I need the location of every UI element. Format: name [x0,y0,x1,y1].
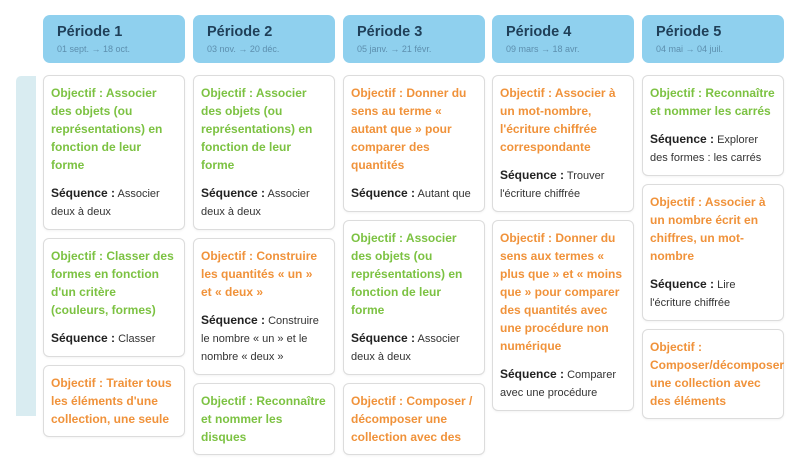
card-sequence [351,329,476,366]
sequence-text: Lire l'écriture chiffrée [650,279,736,309]
sequence-label: Séquence : [351,331,416,345]
lesson-card[interactable] [43,365,185,437]
sequence-text: Autant que [417,188,471,200]
objective-text: Donner du sens au terme « autant que » pour comparer des quantités [351,86,467,172]
objective-text: Composer/décomposer une collection avec des éléments [650,358,785,408]
card-objective [51,374,176,428]
lesson-card[interactable] [43,75,185,230]
objective-text: Traiter tous les éléments d'une collection, une seule [51,376,172,426]
sequence-text: Construire le nombre « un » et le nombre « deux » [201,315,319,363]
sequence-label: Séquence : [201,186,266,200]
card-objective [201,84,326,174]
sequence-text: Trouver l'écriture chiffrée [500,170,605,200]
period-title: Période 1 [57,24,123,40]
objective-label: Objectif : [51,86,104,100]
objective-label: Objectif : [500,86,553,100]
objective-text: Associer à un mot-nombre, l'écriture chiffrée correspondante [500,86,616,154]
lesson-card[interactable] [492,75,634,212]
lesson-card[interactable] [193,383,335,455]
sequence-text: Associer deux à deux [51,188,160,218]
objective-label: Objectif : [650,86,703,100]
card-objective [500,84,625,156]
objective-text: Construire les quantités « un » et « deux » [201,249,318,299]
objective-label: Objectif : [51,249,104,263]
period-column-5 [642,75,784,427]
objective-text: Associer des objets (ou représentations) en fonction de leur forme [51,86,163,172]
period-dates: 03 nov. → 20 déc. [207,44,280,54]
sequence-text: Comparer avec une procédure [500,369,616,399]
lesson-card[interactable] [43,238,185,357]
objective-label: Objectif : [51,376,104,390]
period-title: Période 5 [656,24,722,40]
sequence-label: Séquence : [650,132,715,146]
card-sequence [650,130,775,167]
lesson-card[interactable] [492,220,634,411]
card-objective [650,193,775,265]
lesson-card[interactable] [343,220,485,375]
period-title: Période 2 [207,24,273,40]
objective-text: Donner du sens aux termes « plus que » et « moins que » pour comparer des quantités avec une procédure non numérique [500,231,623,353]
period-dates: 09 mars → 18 avr. [506,44,580,54]
objective-text: Associer des objets (ou représentations) en fonction de leur forme [351,231,463,317]
card-sequence [201,311,326,366]
sequence-text: Associer deux à deux [351,333,460,363]
card-sequence [351,184,476,203]
objective-text: Reconnaître et nommer les carrés [650,86,775,118]
sequence-label: Séquence : [500,168,565,182]
sequence-text: Classer [118,333,156,345]
period-dates: 01 sept. → 18 oct. [57,44,131,54]
card-sequence [500,166,625,203]
lesson-card[interactable] [343,383,485,455]
period-column-4 [492,75,634,419]
objective-label: Objectif : [351,394,404,408]
card-objective [201,392,326,446]
sequence-label: Séquence : [51,331,116,345]
sequence-label: Séquence : [201,313,266,327]
lesson-card[interactable] [193,238,335,375]
lesson-card[interactable] [642,329,784,419]
sequence-label: Séquence : [650,277,715,291]
card-objective [201,247,326,301]
period-column-1 [43,75,185,445]
card-objective [51,247,176,319]
card-sequence [500,365,625,402]
period-header-2[interactable] [193,15,335,63]
card-objective [51,84,176,174]
card-objective [500,229,625,355]
objective-text: Classer des formes en fonction d'un critère (couleurs, formes) [51,249,174,317]
sequence-text: Explorer des formes : les carrés [650,134,762,164]
card-objective [351,84,476,174]
objective-label: Objectif : [201,394,254,408]
sequence-label: Séquence : [500,367,565,381]
card-objective [351,229,476,319]
period-header-3[interactable] [343,15,485,63]
objective-text: Reconnaître et nommer les disques [201,394,326,444]
lesson-card[interactable] [642,75,784,176]
sequence-label: Séquence : [351,186,416,200]
period-title: Période 4 [506,24,572,40]
objective-label: Objectif : [650,195,703,209]
card-sequence [51,184,176,221]
period-column-2 [193,75,335,463]
objective-text: Associer des objets (ou représentations) en fonction de leur forme [201,86,313,172]
left-rail [16,76,36,416]
card-objective [650,338,785,410]
objective-label: Objectif : [500,231,553,245]
period-header-5[interactable] [642,15,784,63]
period-title: Période 3 [357,24,423,40]
period-dates: 04 mai → 04 juil. [656,44,724,54]
objective-label: Objectif : [201,249,254,263]
period-dates: 05 janv. → 21 févr. [357,44,432,54]
card-objective [351,392,476,446]
lesson-card[interactable] [343,75,485,212]
card-sequence [650,275,775,312]
period-header-1[interactable] [43,15,185,63]
objective-text: Associer à un nombre écrit en chiffres, un mot-nombre [650,195,766,263]
objective-label: Objectif : [650,340,703,354]
sequence-label: Séquence : [51,186,116,200]
period-column-3 [343,75,485,463]
card-sequence [51,329,176,348]
objective-text: Composer / décomposer une collection avec des [351,394,473,444]
lesson-card[interactable] [642,184,784,321]
sequence-text: Associer deux à deux [201,188,310,218]
objective-label: Objectif : [351,86,404,100]
card-objective [650,84,775,120]
card-sequence [201,184,326,221]
period-header-4[interactable] [492,15,634,63]
objective-label: Objectif : [351,231,404,245]
lesson-card[interactable] [193,75,335,230]
objective-label: Objectif : [201,86,254,100]
